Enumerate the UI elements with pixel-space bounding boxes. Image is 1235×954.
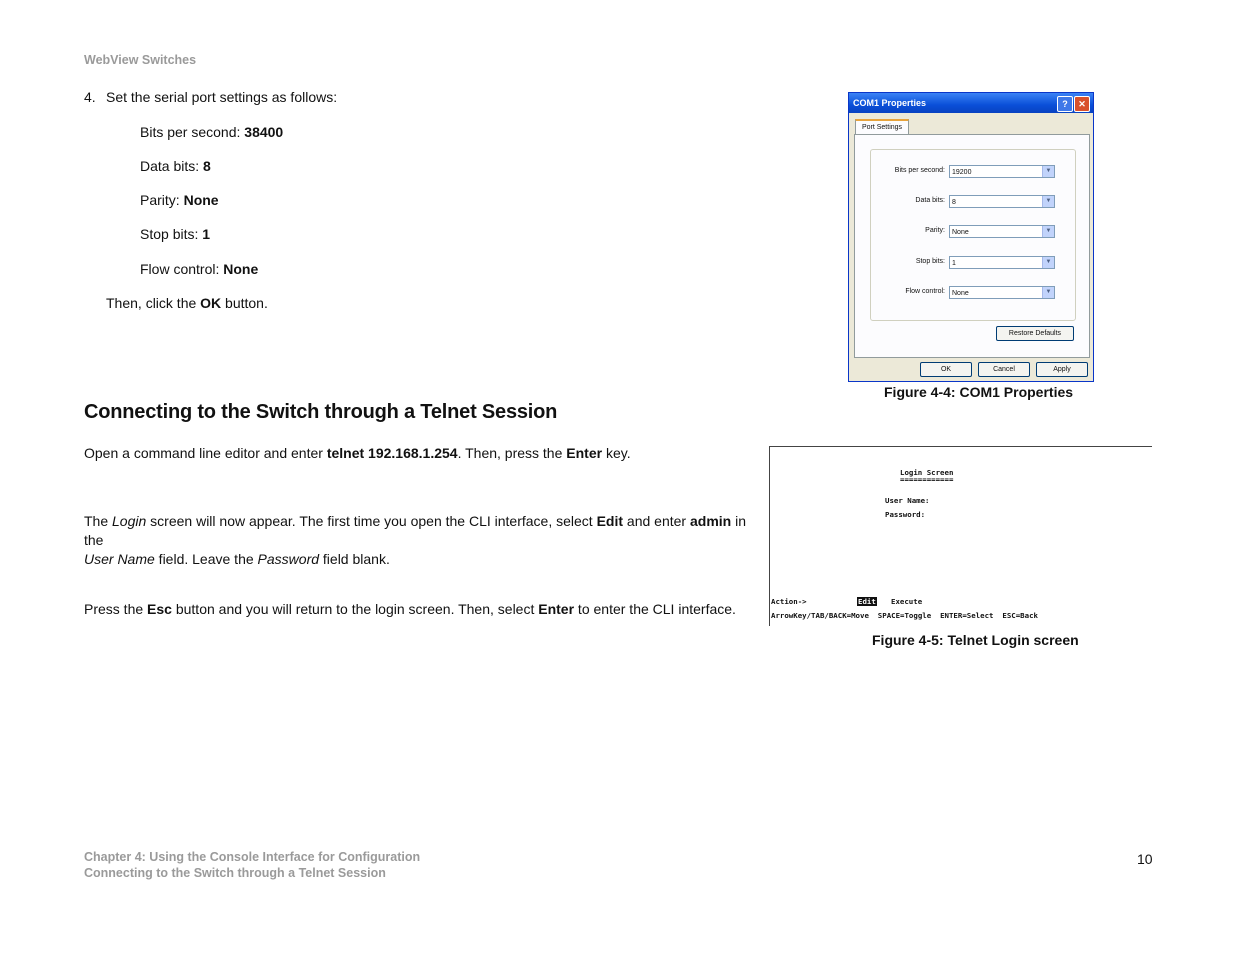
chevron-down-icon[interactable]: ▼ bbox=[1042, 287, 1054, 298]
dialog-titlebar bbox=[849, 93, 1093, 113]
flow-control-select[interactable]: None ▼ bbox=[949, 286, 1055, 299]
field-label: Stop bits: bbox=[915, 258, 945, 265]
field-stop-bits bbox=[871, 256, 1075, 272]
setting-data-bits: Data bits: 8 bbox=[140, 158, 211, 174]
field-label: Parity: bbox=[925, 227, 945, 234]
chevron-down-icon[interactable]: ▼ bbox=[1042, 257, 1054, 268]
telnet-login-screen bbox=[769, 446, 1152, 626]
step-then: Then, click the OK button. bbox=[106, 295, 268, 311]
field-bits-per-second bbox=[871, 165, 1075, 181]
chevron-down-icon[interactable]: ▼ bbox=[1042, 196, 1054, 207]
footer-chapter: Chapter 4: Using the Console Interface for Configuration bbox=[84, 850, 421, 864]
setting-stop-bits: Stop bits: 1 bbox=[140, 226, 211, 242]
paragraph-esc: Press the Esc button and you will return to the login screen. Then, select Enter to enter the CLI interface. bbox=[84, 601, 736, 617]
edit-action[interactable]: Edit bbox=[858, 597, 876, 606]
settings-group bbox=[870, 149, 1076, 321]
setting-flow-control: Flow control: None bbox=[140, 261, 259, 277]
setting-parity: Parity: None bbox=[140, 192, 219, 208]
section-heading: Connecting to the Switch through a Telnet Session bbox=[84, 401, 558, 423]
paragraph-login: The Login screen will now appear. The first time you open the CLI interface, select Edit and enter admin in the User Name field. Leave the Password field blank. bbox=[84, 513, 747, 567]
field-label: Flow control: bbox=[905, 288, 945, 295]
login-screen-underline: ============ bbox=[900, 475, 954, 484]
login-screen-title: Login Screen bbox=[900, 468, 954, 477]
cancel-button[interactable]: Cancel bbox=[978, 362, 1030, 377]
step-intro: Set the serial port settings as follows: bbox=[106, 89, 338, 105]
figure-caption-telnet: Figure 4-5: Telnet Login screen bbox=[872, 632, 1079, 648]
field-label: Data bits: bbox=[915, 197, 945, 204]
close-icon[interactable]: ✕ bbox=[1074, 96, 1090, 112]
port-settings-panel bbox=[854, 134, 1090, 358]
parity-select[interactable]: None ▼ bbox=[949, 225, 1055, 238]
key-help: ArrowKey/TAB/BACK=Move SPACE=Toggle ENTER=Select ESC=Back bbox=[771, 611, 1038, 620]
help-icon[interactable]: ? bbox=[1057, 96, 1073, 112]
restore-defaults-button[interactable]: Restore Defaults bbox=[996, 326, 1074, 341]
field-data-bits bbox=[871, 195, 1075, 211]
tab-port-settings[interactable]: Port Settings bbox=[855, 119, 909, 135]
dialog-title: COM1 Properties bbox=[853, 98, 927, 108]
footer-section: Connecting to the Switch through a Telnet Session bbox=[84, 866, 386, 880]
chevron-down-icon[interactable]: ▼ bbox=[1042, 226, 1054, 237]
bits-per-second-select[interactable]: 19200 ▼ bbox=[949, 165, 1055, 178]
execute-action[interactable]: Execute bbox=[891, 597, 923, 606]
page-number: 10 bbox=[1137, 851, 1153, 867]
paragraph-telnet: Open a command line editor and enter telnet 192.168.1.254. Then, press the Enter key. bbox=[84, 445, 631, 461]
password-field[interactable]: Password: bbox=[885, 510, 926, 519]
data-bits-select[interactable]: 8 ▼ bbox=[949, 195, 1055, 208]
field-flow-control bbox=[871, 286, 1075, 302]
setting-bits-per-second: Bits per second: 38400 bbox=[140, 124, 284, 140]
action-label: Action-> bbox=[771, 597, 807, 606]
com1-properties-dialog bbox=[848, 92, 1094, 382]
figure-caption-com1: Figure 4-4: COM1 Properties bbox=[884, 384, 1074, 400]
field-label: Bits per second: bbox=[894, 167, 945, 174]
step-number: 4. bbox=[84, 89, 96, 105]
user-name-field[interactable]: User Name: bbox=[885, 496, 930, 505]
chevron-down-icon[interactable]: ▼ bbox=[1042, 166, 1054, 177]
apply-button[interactable]: Apply bbox=[1036, 362, 1088, 377]
field-parity bbox=[871, 225, 1075, 241]
stop-bits-select[interactable]: 1 ▼ bbox=[949, 256, 1055, 269]
running-header: WebView Switches bbox=[84, 53, 197, 67]
ok-button[interactable]: OK bbox=[920, 362, 972, 377]
